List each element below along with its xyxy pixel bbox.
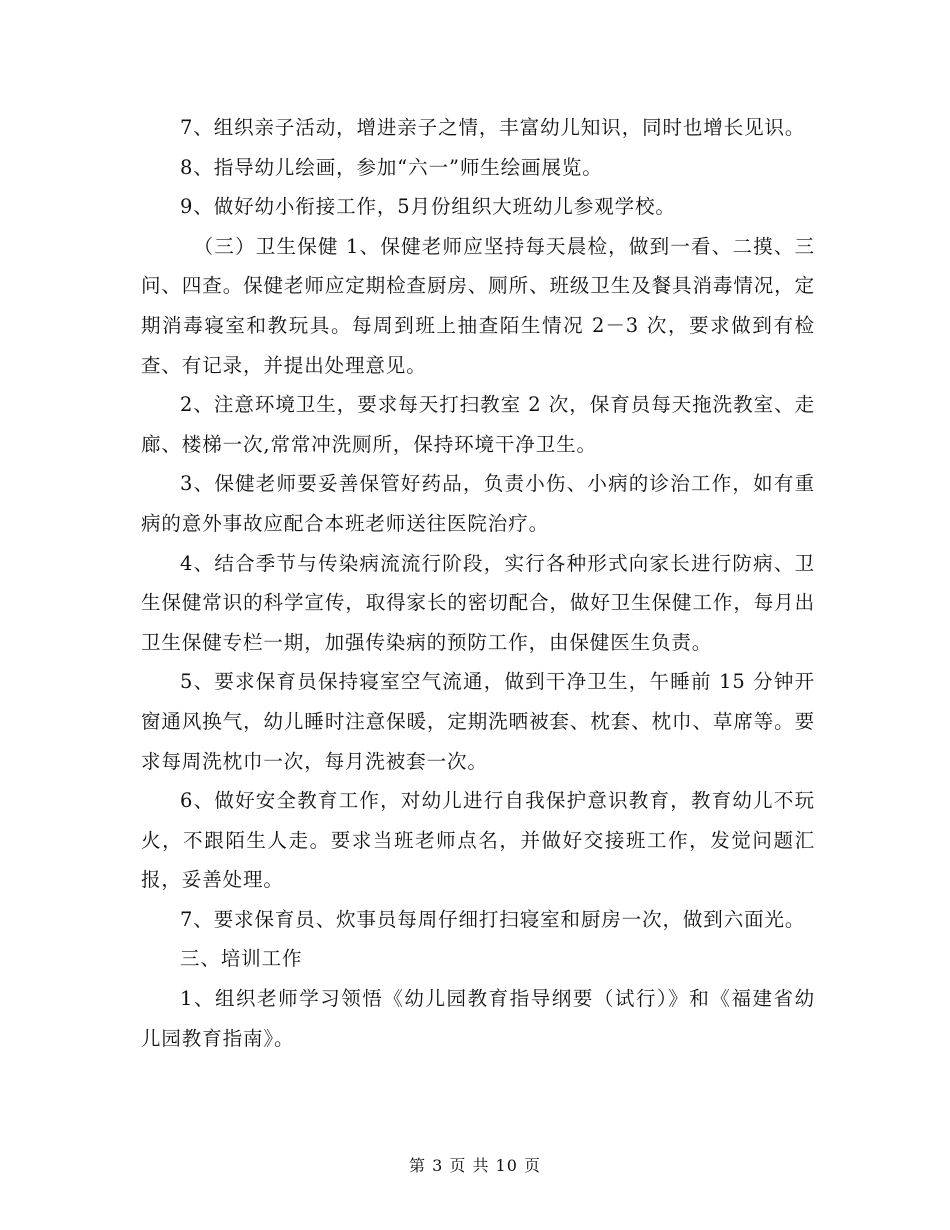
- paragraph-dormitory-ventilation: 5、要求保育员保持寝室空气流通，做到干净卫生，午睡前 15 分钟开窗通风换气，幼儿睡时注意保暖，定期洗晒被套、枕套、枕巾、草席等。要求每周洗枕巾一次，每月洗被套一次。: [141, 670, 815, 773]
- document-body: [141, 108, 815, 1058]
- paragraph-cleaning-duty: 7、要求保育员、炊事员每周仔细打扫寝室和厨房一次，做到六面光。: [180, 907, 806, 931]
- paragraph-safety-education: 6、做好安全教育工作，对幼儿进行自我保护意识教育，教育幼儿不玩火，不跟陌生人走。要求当班老师点名，并做好交接班工作，发觉问题汇报，妥善处理。: [141, 789, 815, 892]
- paragraph-disease-prevention: 4、结合季节与传染病流流行阶段，实行各种形式向家长进行防病、卫生保健常识的科学宣传，取得家长的密切配合，做好卫生保健工作，每月出卫生保健专栏一期，加强传染病的预防工作，由保健医生负责。: [141, 551, 815, 654]
- paragraph-health-care-section: （三）卫生保健 1、保健老师应坚持每天晨检，做到一看、二摸、三问、四查。保健老师应定期检查厨房、厕所、班级卫生及餐具消毒情况，定期消毒寝室和教玩具。每周到班上抽查陌生情况 2－3 次，要求做到有检查、有记录，并提出处理意见。: [141, 234, 815, 377]
- paragraph-school-transition: 9、做好幼小衔接工作，5月份组织大班幼儿参观学校。: [180, 195, 676, 219]
- paragraph-environment-hygiene: 2、注意环境卫生，要求每天打扫教室 2 次，保育员每天拖洗教室、走廊、楼梯一次,常常冲洗厕所，保持环境干净卫生。: [141, 393, 815, 456]
- paragraph-teacher-study: 1、组织老师学习领悟《幼儿园教育指导纲要（试行）》和《福建省幼儿园教育指南》。: [141, 987, 815, 1050]
- paragraph-parent-child-activities: 7、组织亲子活动，增进亲子之情，丰富幼儿知识，同时也增长见识。: [180, 116, 806, 139]
- page-number-footer: 第 3 页 共 10 页: [409, 1156, 541, 1175]
- paragraph-drawing-exhibition: 8、指导幼儿绘画，参加“六一”师生绘画展览。: [180, 155, 603, 179]
- section-heading-training: 三、培训工作: [180, 947, 303, 971]
- paragraph-medicine-management: 3、保健老师要妥善保管好药品，负责小伤、小病的诊治工作，如有重病的意外事故应配合本班老师送往医院治疗。: [141, 472, 815, 535]
